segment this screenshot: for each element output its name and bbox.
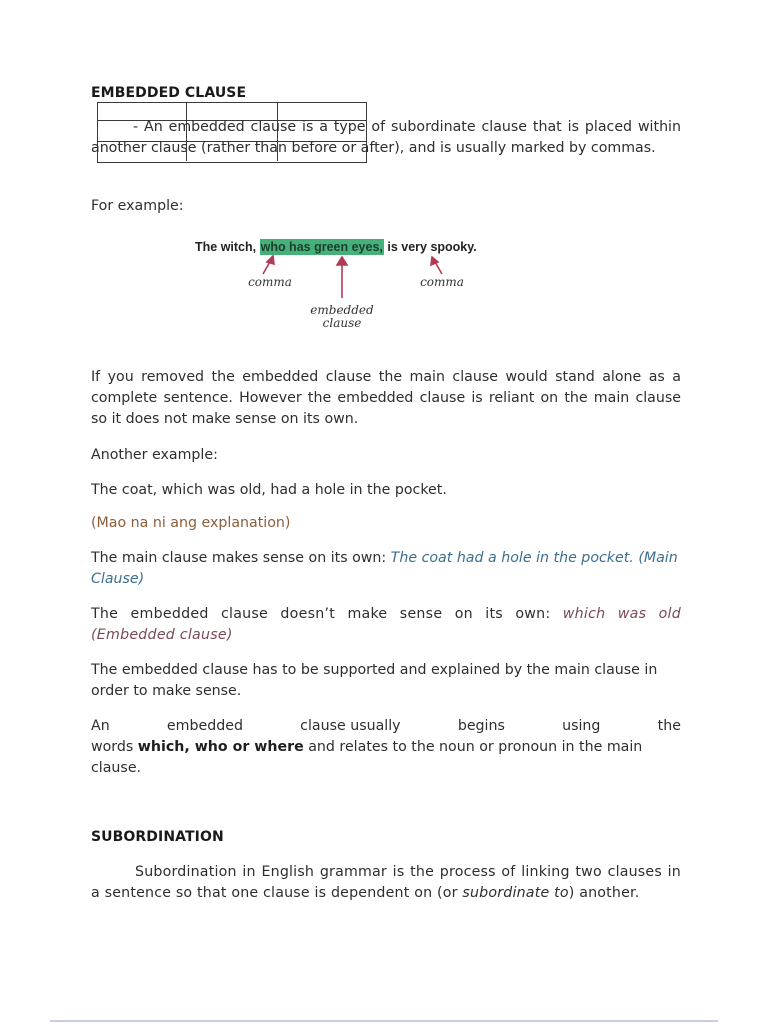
subordination-italic: subordinate to — [462, 885, 569, 901]
begins-suffix: and relates to the noun or pronoun in the main clause. — [91, 739, 643, 776]
begins-word: clause usually — [300, 718, 401, 734]
begins-word: begins — [457, 718, 505, 734]
embedded-clause-paragraph — [91, 604, 681, 646]
supported-paragraph: The embedded clause has to be supported and explained by the main clause in order to make sense. — [91, 662, 658, 699]
subordination-paragraph — [91, 862, 681, 904]
embedded-clause-figure — [195, 234, 555, 338]
example-intro: For example: — [91, 198, 184, 214]
note-explanation: (Mao na ni ang explanation) — [91, 515, 291, 531]
arrowhead-embedded-clause — [337, 257, 347, 265]
begins-first-line — [91, 716, 681, 737]
embedded-prefix: The embedded clause doesn’t make sense on its own: — [91, 606, 563, 622]
begins-bold: which, who or where — [137, 739, 304, 755]
embedded-example: which was old (Embedded clause) — [91, 606, 682, 643]
begins-word: An — [91, 718, 110, 734]
definition-paragraph: - An embedded clause is a type of subordinate clause that is placed within another clause (rather than before or after), and is usually marked by commas. — [91, 119, 681, 156]
heading-subordination: SUBORDINATION — [91, 829, 224, 845]
page-bottom-divider — [50, 1020, 718, 1022]
heading-embedded-clause: EMBEDDED CLAUSE — [91, 85, 247, 101]
begins-word: embedded — [166, 718, 243, 734]
label-comma-right: comma — [420, 275, 464, 289]
figure-highlight: who has green eyes, — [260, 240, 383, 254]
example-sentence: The coat, which was old, had a hole in the pocket. — [91, 482, 447, 498]
label-comma-left: comma — [248, 275, 292, 289]
subordination-prefix: Subordination in English grammar is the process of linking two clauses in a sentence so that one clause is dependent on (or — [91, 864, 681, 901]
label-embedded-line1: embedded — [310, 303, 374, 317]
arrow-comma-right — [435, 262, 442, 274]
figure-sentence-part3: is very spooky. — [383, 240, 477, 254]
begins-word: the — [657, 718, 681, 734]
another-example-intro: Another example: — [91, 447, 218, 463]
label-embedded-line2: clause — [322, 316, 362, 330]
begins-prefix: words — [91, 739, 138, 755]
label-embedded-clause — [297, 304, 387, 330]
main-clause-example: The coat had a hole in the pocket. (Main Clause) — [91, 550, 678, 587]
main-clause-prefix: The main clause makes sense on its own: — [91, 550, 391, 566]
arrowhead-comma-left — [267, 256, 274, 264]
figure-sentence-part1: The witch, — [195, 240, 260, 254]
begins-word: using — [562, 718, 601, 734]
subordination-suffix: ) another. — [568, 885, 640, 901]
main-clause-paragraph — [91, 548, 681, 590]
explanation-paragraph: If you removed the embedded clause the main clause would stand alone as a complete sentence. However the embedded clause is reliant on the main clause so it does not make sense on its own. — [91, 369, 681, 427]
begins-paragraph — [91, 737, 681, 779]
